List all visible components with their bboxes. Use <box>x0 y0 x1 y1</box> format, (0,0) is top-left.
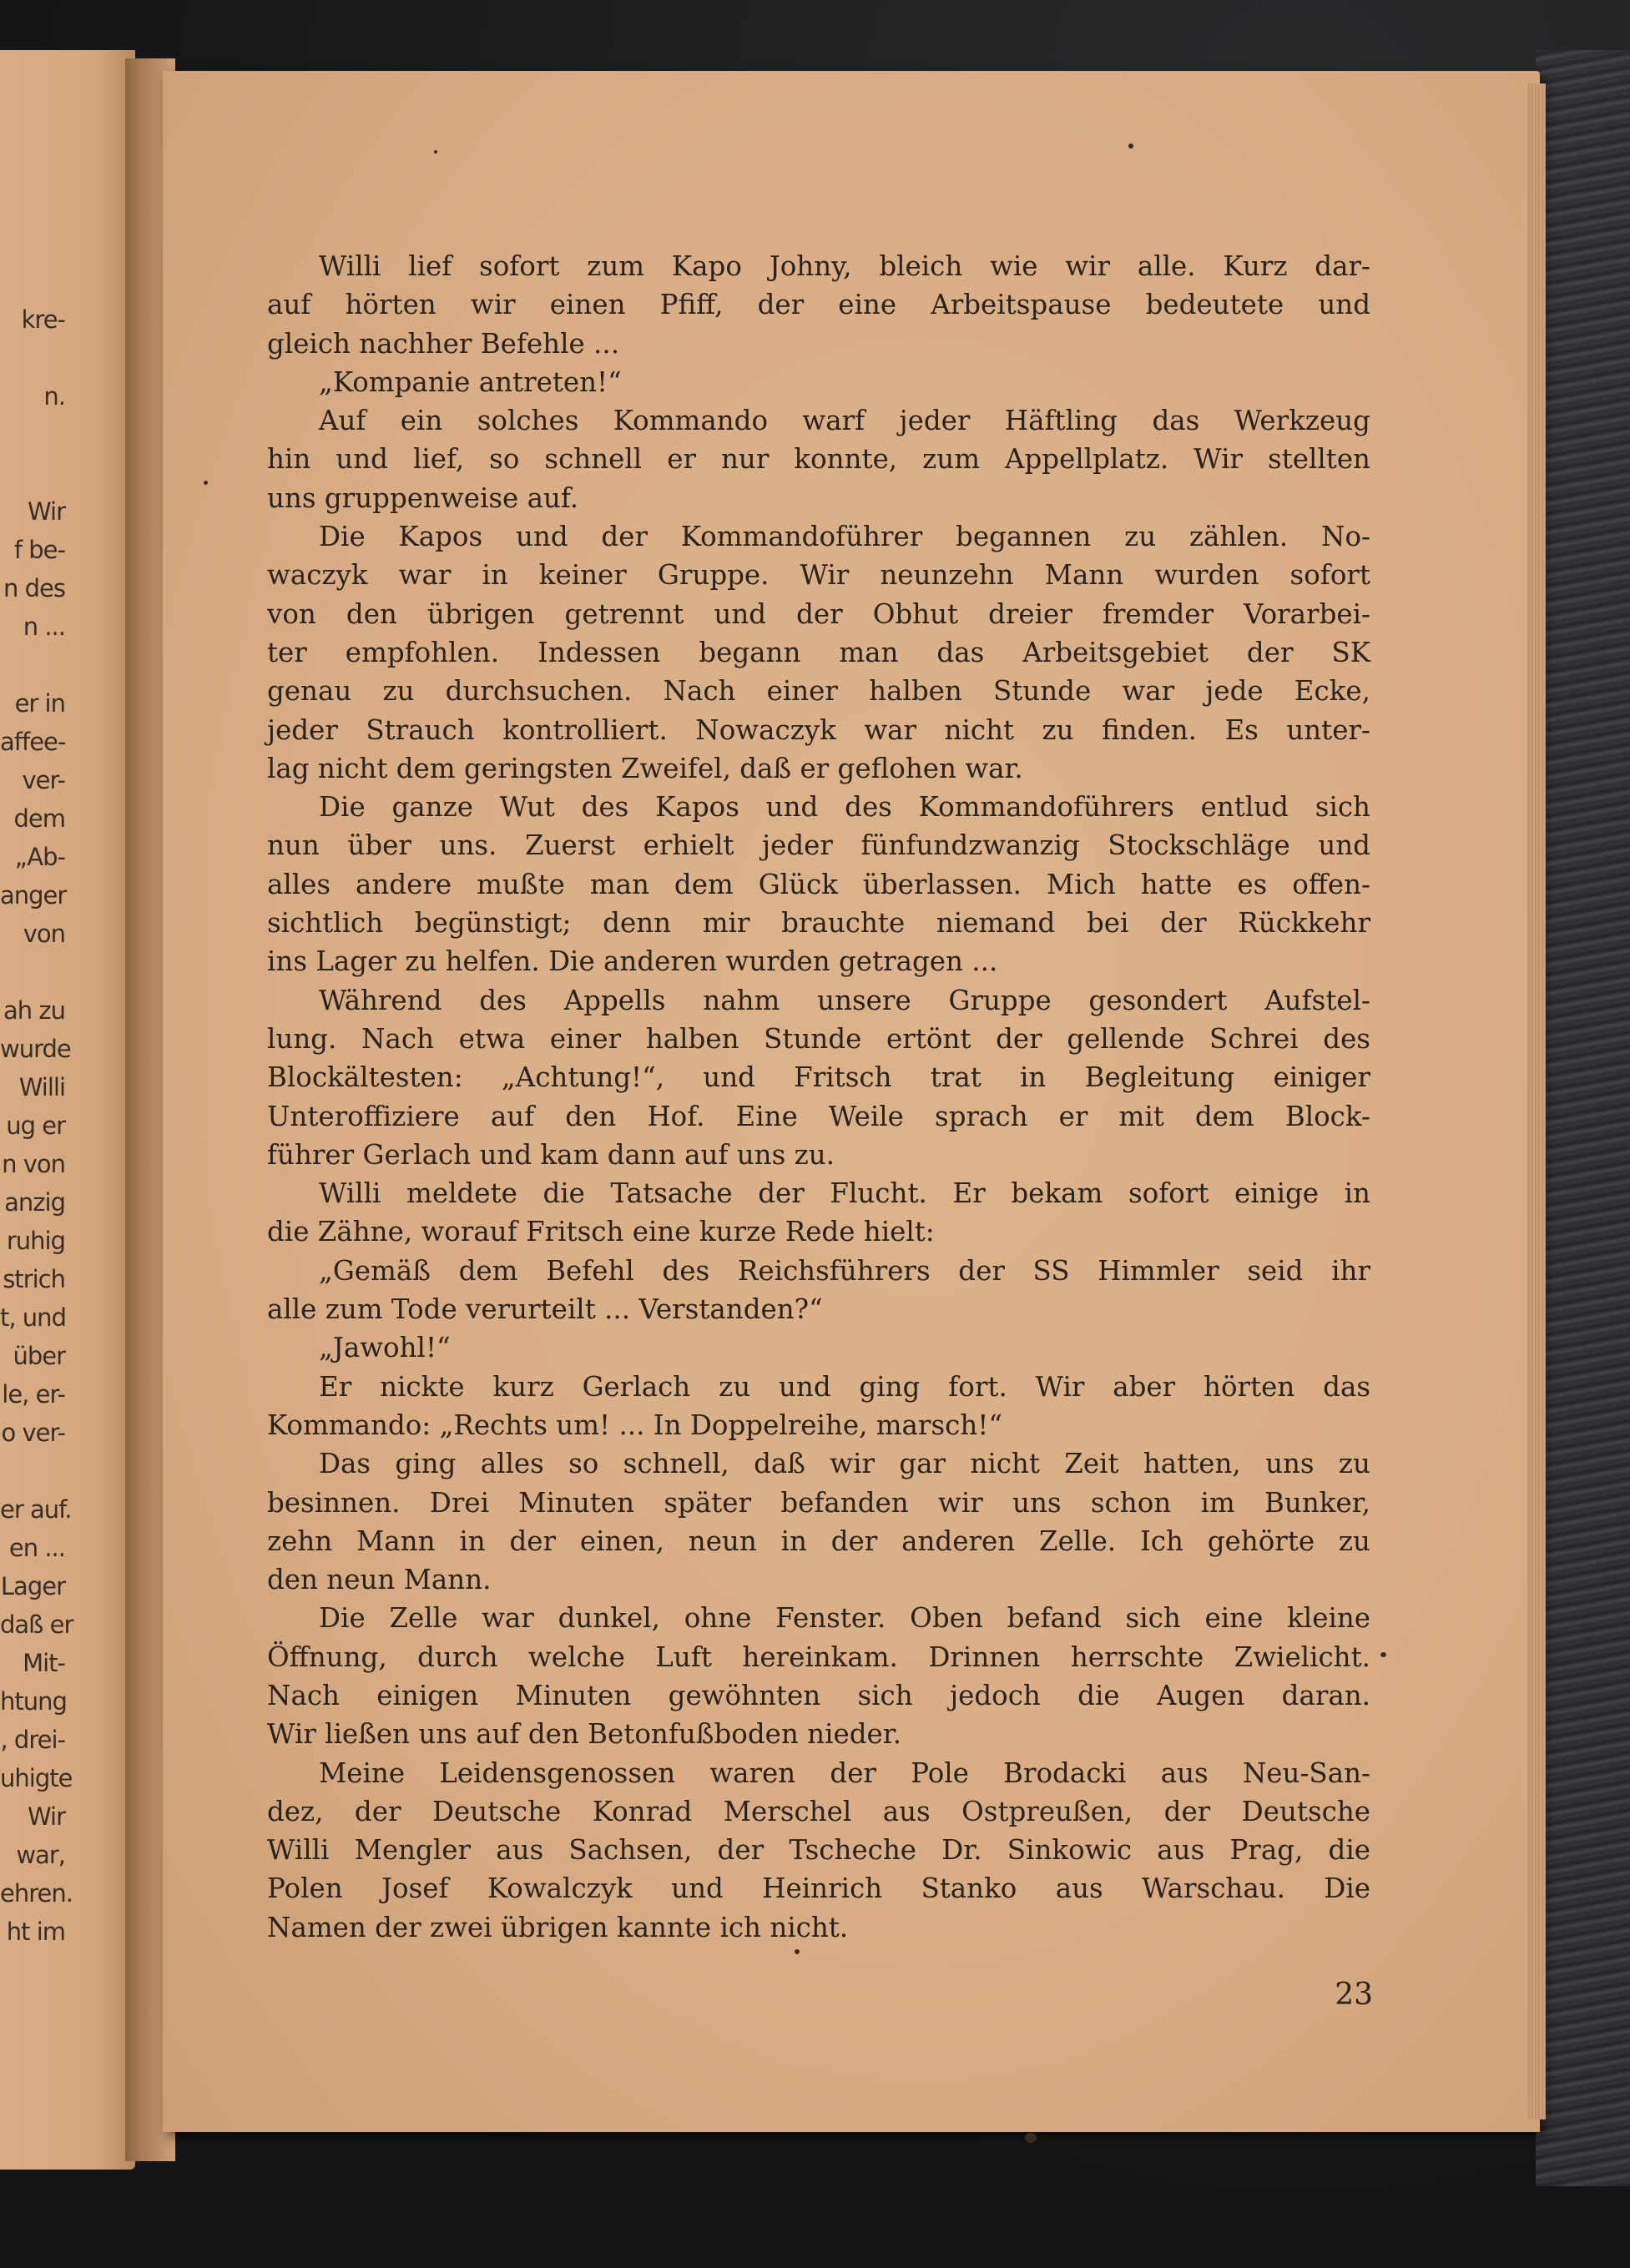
text-line: alles andere mußte man dem Glück überlassen. Mich hatte es offen- <box>267 868 1370 900</box>
text-line: Willi lief sofort zum Kapo Johny, bleich wie wir alle. Kurz dar- <box>319 250 1370 282</box>
text-line: Kommando: „Rechts um! ... In Doppelreihe, marsch!“ <box>267 1409 1002 1441</box>
left-page-fragment: t, und <box>0 1303 66 1332</box>
text-line: Meine Leidensgenossen waren der Pole Brodacki aus Neu-San- <box>319 1756 1370 1789</box>
text-line: ter empfohlen. Indessen begann man das Arbeitsgebiet der SK <box>267 636 1370 668</box>
text-line: Nach einigen Minuten gewöhnten sich jedoch die Augen daran. <box>267 1679 1370 1711</box>
text-line: lung. Nach etwa einer halben Stunde ertönt der gellende Schrei des <box>267 1022 1370 1055</box>
left-page-fragment: Willi <box>18 1073 65 1101</box>
left-page-fragment: n des <box>3 574 65 602</box>
text-line: uns gruppenweise auf. <box>267 481 579 514</box>
left-page-fragment: anzig <box>4 1188 65 1217</box>
left-page-fragment: ver- <box>22 766 65 794</box>
text-line: Während des Appells nahm unsere Gruppe gesondert Aufstel- <box>319 984 1370 1016</box>
left-page-fragment: war, <box>16 1841 65 1869</box>
text-line: Die ganze Wut des Kapos und des Kommandoführers entlud sich <box>319 791 1370 824</box>
text-line: Wir ließen uns auf den Betonfußboden nieder. <box>267 1718 902 1751</box>
text-line: „Gemäß dem Befehl des Reichsführers der SS Himmler seid ihr <box>319 1254 1370 1287</box>
left-page-fragment: strich <box>3 1265 65 1293</box>
text-line: sichtlich begünstigt; denn mir brauchte niemand bei der Rückkehr <box>267 907 1370 940</box>
text-line: nun über uns. Zuerst erhielt jeder fünfundzwanzig Stockschläge und <box>267 829 1370 862</box>
text-line: von den übrigen getrennt und der Obhut dreier fremder Vorarbei- <box>267 597 1370 630</box>
text-line: lag nicht dem geringsten Zweifel, daß er geflohen war. <box>267 752 1023 784</box>
left-page-fragment: ug er <box>6 1111 65 1140</box>
text-line: hin und lief, so schnell er nur konnte, zum Appellplatz. Wir stellten <box>267 443 1370 476</box>
left-page-fragment: dem <box>13 804 65 833</box>
left-page-fragment: o ver- <box>1 1419 65 1447</box>
text-line: Unteroffiziere auf den Hof. Eine Weile sprach er mit dem Block- <box>267 1100 1370 1132</box>
left-page-fragment: ruhig <box>6 1227 65 1255</box>
text-line: Polen Josef Kowalczyk und Heinrich Stanko aus Warschau. Die <box>267 1872 1370 1905</box>
paper-speck <box>434 150 437 154</box>
text-line: „Jawohl!“ <box>319 1332 451 1364</box>
left-page-fragment: f be- <box>13 536 65 564</box>
page-number: 23 <box>1335 1978 1373 2012</box>
text-line: Blockältesten: „Achtung!“, und Fritsch trat in Begleitung einiger <box>267 1061 1370 1094</box>
left-page-fragment <box>0 646 65 684</box>
text-line: zehn Mann in der einen, neun in der anderen Zelle. Ich gehörte zu <box>267 1525 1370 1557</box>
text-line: Auf ein solches Kommando warf jeder Häftling das Werkzeug <box>319 405 1370 437</box>
text-line: Namen der zwei übrigen kannte ich nicht. <box>267 1911 849 1943</box>
left-page-fragment: le, er- <box>2 1380 65 1409</box>
left-page-fragment <box>0 1452 65 1490</box>
left-page-text-fragments <box>0 300 73 1951</box>
left-page-fragment: er auf. <box>0 1495 72 1524</box>
left-page <box>0 50 135 2170</box>
left-page-fragment: uhigte <box>0 1764 73 1792</box>
left-page-fragment: ht im <box>6 1918 65 1946</box>
text-line: genau zu durchsuchen. Nach einer halben Stunde war jede Ecke, <box>267 675 1370 708</box>
text-line: besinnen. Drei Minuten später befanden wir uns schon im Bunker, <box>267 1486 1370 1519</box>
left-page-fragment: ehren. <box>0 1879 73 1908</box>
left-page-fragment: „Ab- <box>14 843 65 871</box>
left-page-fragment: kre- <box>21 305 65 334</box>
left-page-fragment <box>0 339 65 377</box>
left-page-fragment: er in <box>14 689 65 718</box>
left-page-fragment <box>0 953 65 991</box>
left-page-fragment: n von <box>2 1150 65 1178</box>
text-line: „Kompanie antreten!“ <box>319 365 622 398</box>
page-body-text <box>267 247 1370 1947</box>
text-line: Öffnung, durch welche Luft hereinkam. Drinnen herrschte Zwielicht. <box>267 1641 1370 1673</box>
text-line: Die Zelle war dunkel, ohne Fenster. Oben befand sich eine kleine <box>319 1602 1370 1635</box>
left-page-fragment: Mit- <box>23 1649 65 1677</box>
text-line: ins Lager zu helfen. Die anderen wurden getragen ... <box>267 945 998 978</box>
paper-speck <box>1025 2133 1037 2143</box>
left-page-fragment: wurde <box>0 1035 71 1063</box>
text-line: Er nickte kurz Gerlach zu und ging fort. Wir aber hörten das <box>319 1370 1370 1403</box>
left-page-fragment <box>0 416 65 454</box>
text-line: die Zähne, worauf Fritsch eine kurze Rede hielt: <box>267 1216 935 1248</box>
left-page-fragment: n. <box>43 382 65 411</box>
left-page-fragment: en ... <box>8 1534 65 1562</box>
left-page-fragment: affee- <box>0 728 66 756</box>
left-page-fragment <box>0 454 65 492</box>
text-line: gleich nachher Befehle ... <box>267 327 620 360</box>
book-cover-edge <box>1536 50 1630 2186</box>
left-page-fragment: Lager <box>0 1572 65 1600</box>
left-page-fragment: htung <box>0 1687 67 1716</box>
paper-speck <box>204 481 208 485</box>
text-line: jeder Strauch kontrolliert. Nowaczyk war nicht zu finden. Es unter- <box>267 713 1370 746</box>
left-page-fragment: von <box>23 920 65 948</box>
text-line: waczyk war in keiner Gruppe. Wir neunzehn Mann wurden sofort <box>267 559 1370 592</box>
paper-speck <box>795 1949 800 1954</box>
text-line: Willi meldete die Tatsache der Flucht. Er bekam sofort einige in <box>319 1177 1370 1210</box>
left-page-fragment: Wir <box>27 1802 65 1831</box>
text-line: den neun Mann. <box>267 1564 492 1596</box>
text-line: Die Kapos und der Kommandoführer begannen zu zählen. No- <box>319 521 1370 553</box>
left-page-fragment: n ... <box>23 612 65 641</box>
left-page-fragment: ah zu <box>3 996 65 1025</box>
left-page-fragment: daß er <box>0 1610 73 1639</box>
left-page-fragment: Wir <box>27 497 65 526</box>
left-page-fragment: , drei- <box>0 1726 65 1754</box>
text-line: Das ging alles so schnell, daß wir gar nicht Zeit hatten, uns zu <box>319 1448 1370 1480</box>
paper-speck <box>1128 144 1133 149</box>
page-stack-edge <box>1527 83 1546 2119</box>
text-line: dez, der Deutsche Konrad Merschel aus Ostpreußen, der Deutsche <box>267 1795 1370 1827</box>
text-line: Willi Mengler aus Sachsen, der Tscheche Dr. Sinkowic aus Prag, die <box>267 1834 1370 1867</box>
left-page-fragment: anger <box>0 881 67 910</box>
left-page-fragment: über <box>13 1342 65 1370</box>
text-line: führer Gerlach und kam dann auf uns zu. <box>267 1138 835 1171</box>
text-line: alle zum Tode verurteilt ... Verstanden?“ <box>267 1293 823 1326</box>
paper-speck <box>1380 1652 1386 1657</box>
text-line: auf hörten wir einen Pfiff, der eine Arbeitspause bedeutete und <box>267 289 1370 321</box>
